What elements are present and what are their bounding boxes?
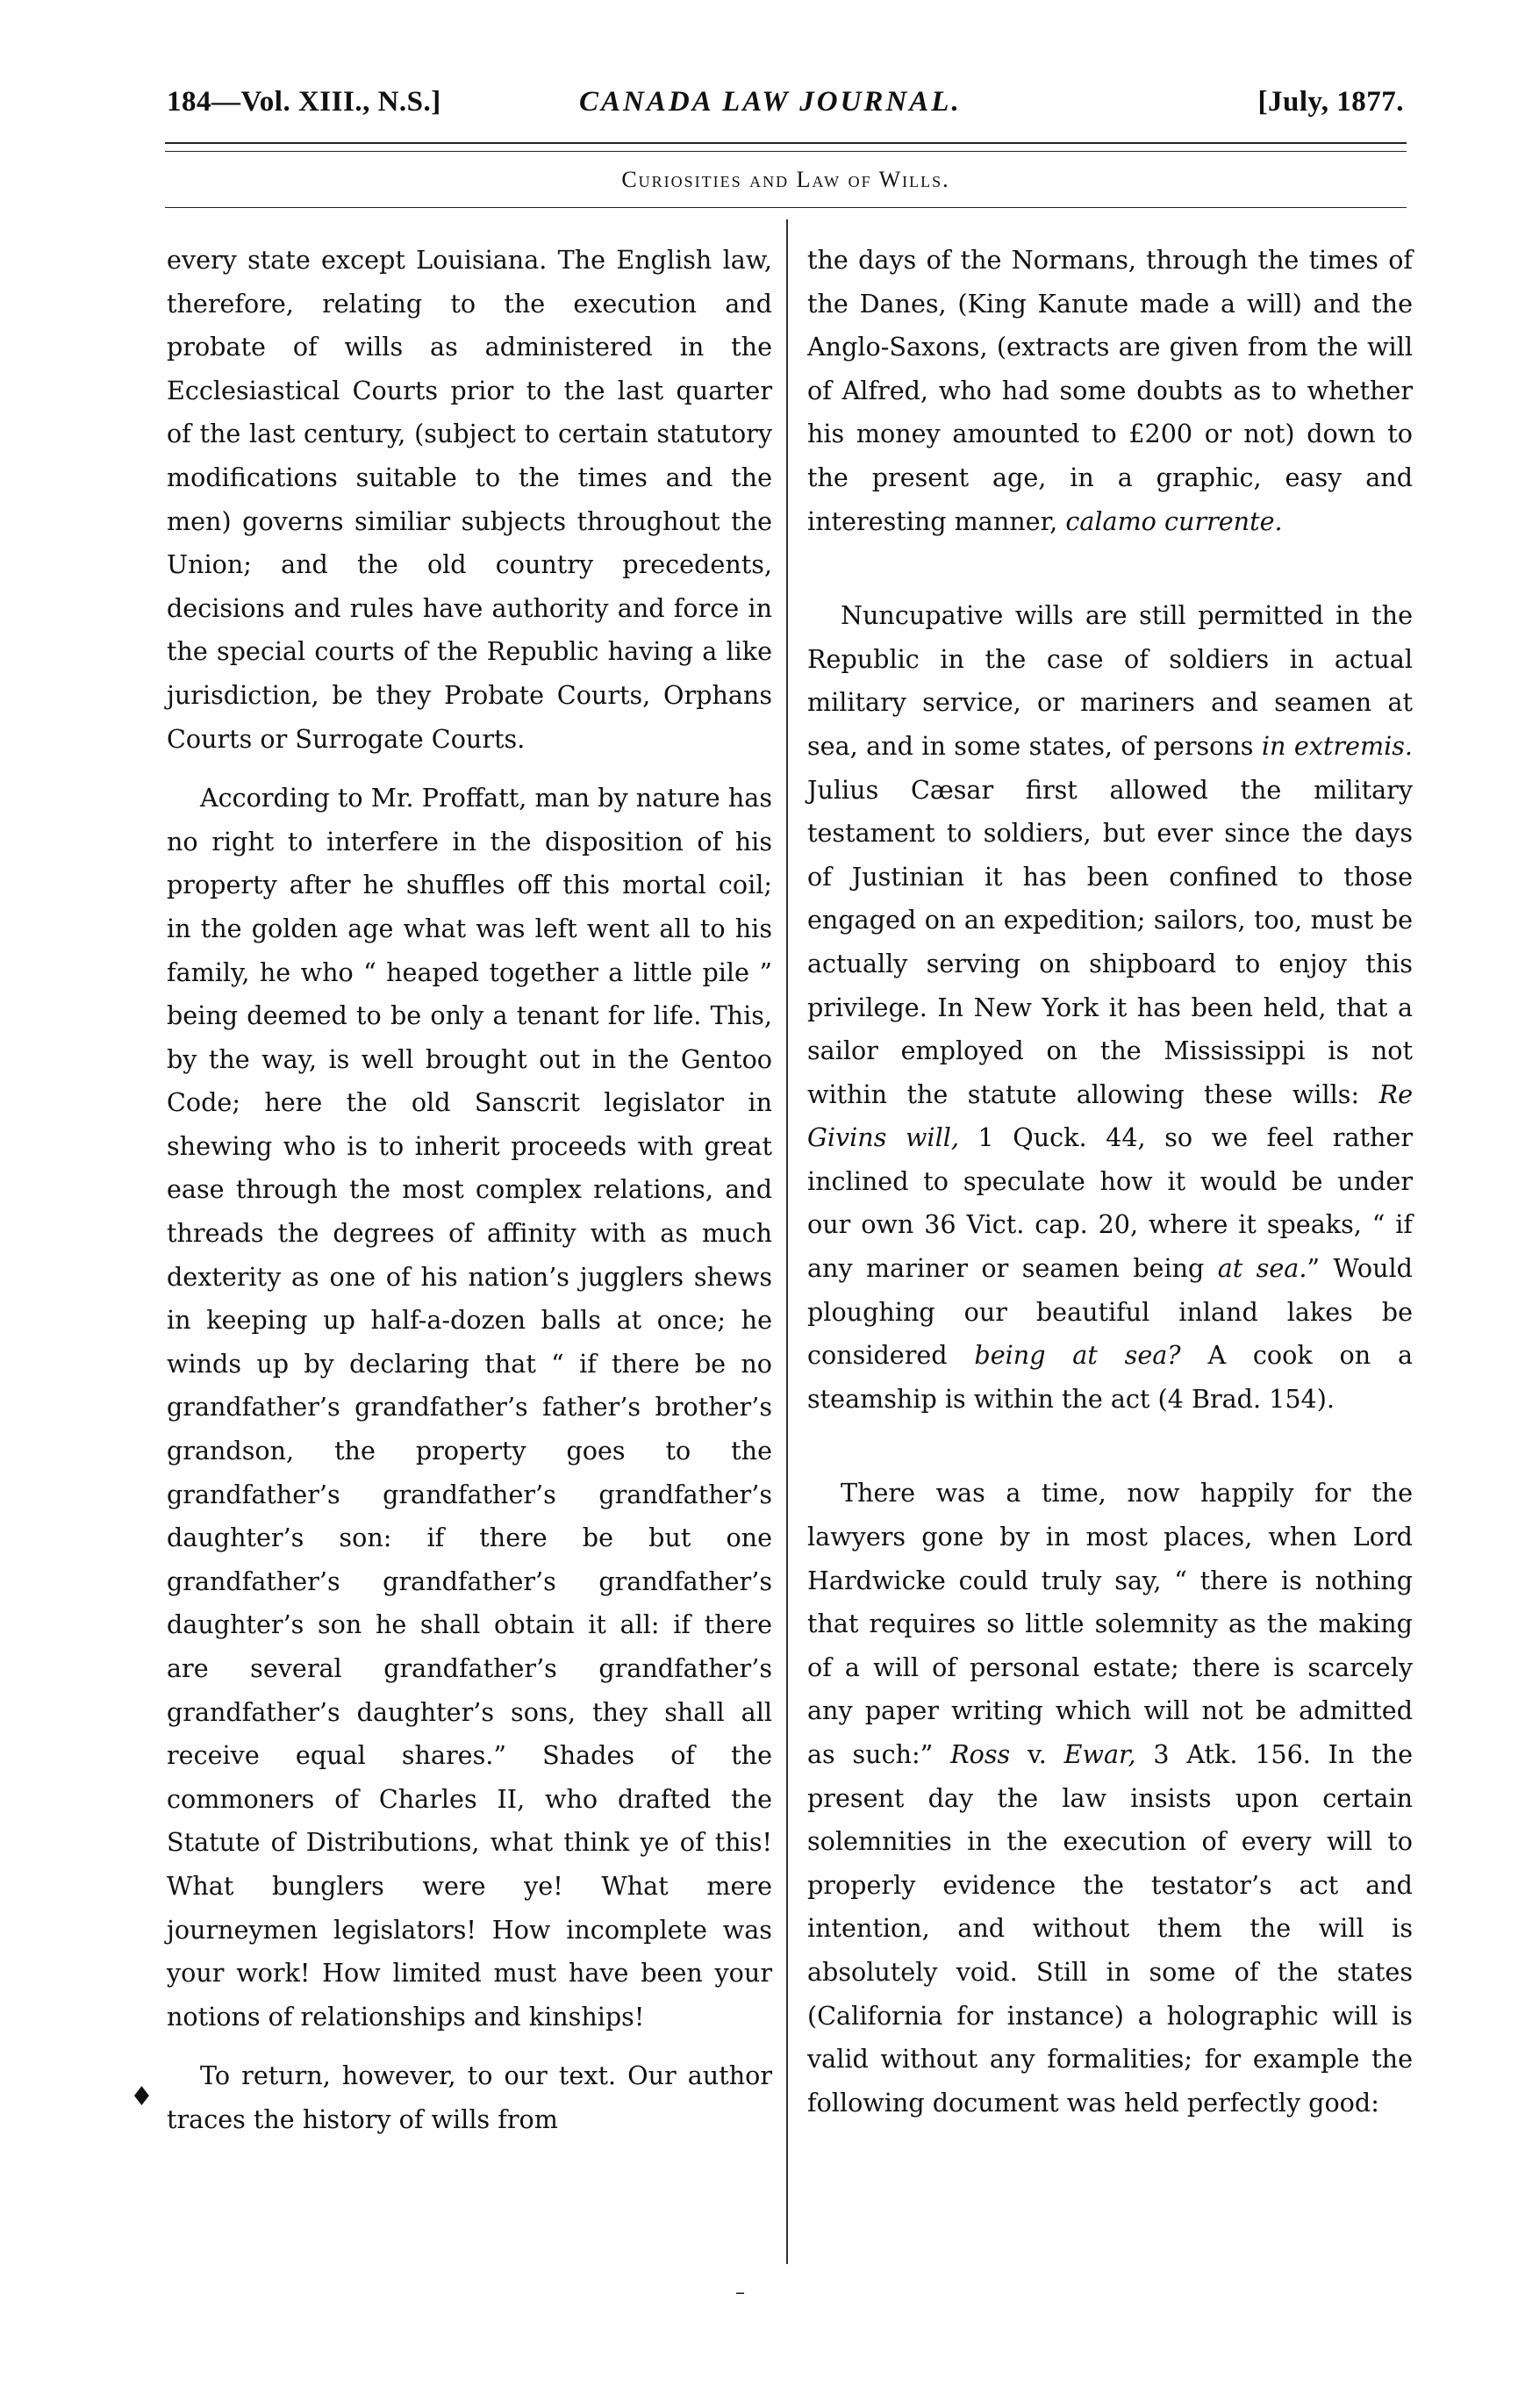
title-rule [165, 207, 1407, 208]
journal-title: CANADA LAW JOURNAL. [579, 86, 962, 118]
paragraph: There was a time, now happily for the lawyers gone by in most places, when Lord Hardwicke could truly say, “ there is nothing that requires so little solemnity as the making of a will of personal estate; there is scarcely any paper writing which will not be admitted as such:” Ross v. Ewar, 3 Atk. 156. In the present day the law insists upon certain solemnities in the execution of every will to properly evidence the testator’s act and intention, and without them the will is absolutely void. Still in some of the states (California for instance) a holographic will is valid without any formalities; for example the following document was held perfectly good: [807, 1478, 1414, 2118]
paragraph: Nuncupative wills are still permitted in the Republic in the case of soldiers in actual military service, or mariners and seamen at sea, and in some states, of persons in extremis. Julius Cæsar first allowed the military testament to soldiers, but ever since the days of Justinian it has been confined to those engaged on an expedition; sailors, too, must be actually serving on shipboard to enjoy this privilege. In New York it has been held, that a sailor employed on the Mississippi is not within the statute allowing these wills: Re Givins will, 1 Quck. 44, so we feel rather inclined to speculate how it would be under our own 36 Vict. cap. 20, where it speaks, “ if any mariner or seamen being at sea.” Would ploughing our beautiful inland lakes be considered being at sea? A cook on a steamship is within the act (4 Brad. 154). [807, 600, 1413, 1414]
column-divider [786, 219, 788, 2264]
paragraph: every state except Louisiana. The English law, therefore, relating to the execution and probate of wills as administered in the Ecclesiastical Courts prior to the last quarter of the last century, (subject to certain statutory modifications suitable to the times and the men) governs similiar subjects throughout the Union; and the old country precedents, decisions and rules have authority and force in the special courts of the Republic having a like jurisdiction, be they Probate Courts, Orphans Courts or Surrogate Courts. [167, 245, 772, 754]
margin-mark: ♦ [130, 2082, 154, 2112]
paragraph: the days of the Normans, through the times of the Danes, (King Kanute made a will) and the Anglo-Saxons, (extracts are given from the will of Alfred, who had some doubts as to whether his money amounted to £200 or not) down to the present age, in a graphic, easy and interesting manner, calamo currente. [807, 245, 1413, 536]
issue-date: [July, 1877. [1257, 86, 1404, 118]
header-rule [165, 142, 1407, 144]
paragraph: According to Mr. Proffatt, man by nature has no right to interfere in the disposition of his property after he shuffles off this mortal coil; in the golden age what was left went all to his family, he who “ heaped together a little pile ” being deemed to be only a tenant for life. This, by the way, is well brought out in the Gentoo Code; here the old Sanscrit legislator in shewing who is to inherit proceeds with great ease through the most complex relations, and threads the degrees of affinity with as much dexterity as one of his nation’s jugglers shews in keeping up half-a-dozen balls at once; he winds up by declaring that “ if there be no grandfather’s grandfather’s father’s brother’s grandson, the property goes to the grandfather’s grandfather’s grandfather’s daughter’s son: if there be but one grandfather’s grandfather’s grandfather’s daughter’s son he shall obtain it all: if there are several grandfather’s grandfather’s grandfather’s daughter’s sons, they shall all receive equal shares.” Shades of the commoners of Charles II, who drafted the Statute of Distributions, what think ye of this! What bunglers were ye! What mere journeymen legislators! How incomplete was your work! How limited must have been your notions of relationships and kinships! [167, 783, 772, 2032]
article-title: Curiosities and Law of Wills. [621, 167, 950, 192]
paragraph: To return, however, to our text. Our author traces the history of wills from [167, 2060, 772, 2134]
header-rule-thin [165, 151, 1407, 152]
bottom-mark: – [735, 2282, 745, 2304]
running-header [167, 86, 1404, 130]
left-column [167, 239, 772, 2142]
right-column [807, 239, 1413, 2125]
page-volume-label: 184—Vol. XIII., N.S.] [167, 86, 441, 118]
